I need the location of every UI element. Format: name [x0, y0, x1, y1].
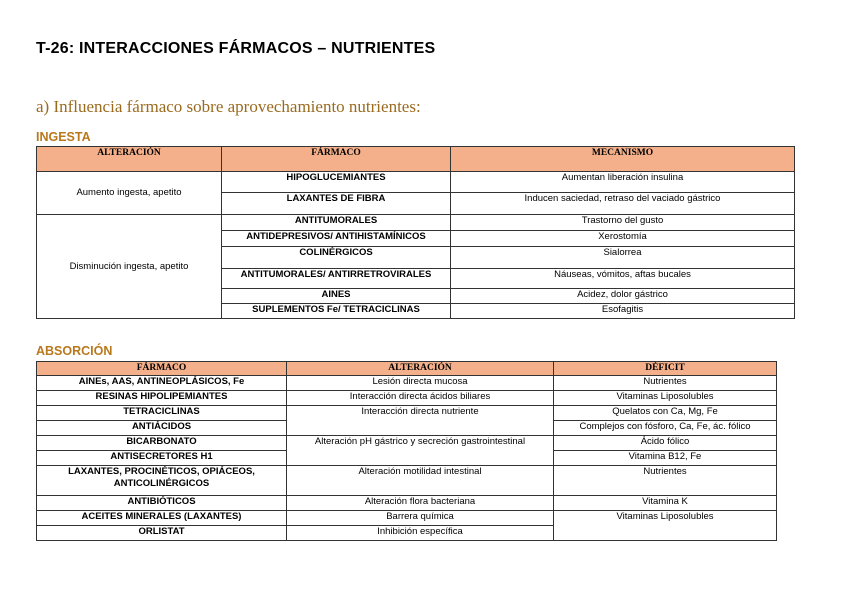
mechanism-cell: Aumentan liberación insulina — [451, 172, 795, 193]
mechanism-cell: Acidez, dolor gástrico — [451, 289, 795, 304]
drug-cell: ACEITES MINERALES (LAXANTES) — [37, 511, 287, 526]
header-alteracion: ALTERACIÓN — [287, 362, 554, 376]
deficit-cell: Quelatos con Ca, Mg, Fe — [554, 406, 777, 421]
drug-cell: ANTIBIÓTICOS — [37, 496, 287, 511]
absorcion-heading: ABSORCIÓN — [36, 344, 113, 358]
header-deficit: DÉFICIT — [554, 362, 777, 376]
alteration-cell: Aumento ingesta, apetito — [37, 172, 222, 215]
table-row — [37, 406, 777, 421]
table-header-row — [37, 147, 795, 172]
header-alteracion: ALTERACIÓN — [37, 147, 222, 172]
drug-cell: ORLISTAT — [37, 526, 287, 541]
mechanism-cell: Trastorno del gusto — [451, 215, 795, 231]
mechanism-cell: Esofagitis — [451, 304, 795, 319]
mechanism-cell: Sialorrea — [451, 247, 795, 269]
ingesta-table — [36, 146, 795, 319]
drug-cell: TETRACICLINAS — [37, 406, 287, 421]
mechanism-cell: Xerostomía — [451, 231, 795, 247]
section-heading: a) Influencia fármaco sobre aprovechamiento nutrientes: — [36, 97, 421, 116]
deficit-cell: Vitamina B12, Fe — [554, 451, 777, 466]
absorcion-table — [36, 361, 777, 541]
table-row — [37, 511, 777, 526]
header-mecanismo: MECANISMO — [451, 147, 795, 172]
table-row — [37, 496, 777, 511]
alteration-cell: Lesión directa mucosa — [287, 376, 554, 391]
drug-cell: ANTIDEPRESIVOS/ ANTIHISTAMÍNICOS — [222, 231, 451, 247]
table-row — [37, 466, 777, 496]
alteration-cell: Barrera química — [287, 511, 554, 526]
alteration-cell: Disminución ingesta, apetito — [37, 215, 222, 319]
deficit-cell: Nutrientes — [554, 376, 777, 391]
page-title: T-26: INTERACCIONES FÁRMACOS – NUTRIENTES — [36, 40, 436, 57]
alteration-cell: Alteración pH gástrico y secreción gastrointestinal — [287, 436, 554, 466]
drug-cell: LAXANTES, PROCINÉTICOS, OPIÁCEOS, ANTICOLINÉRGICOS — [37, 466, 287, 496]
drug-cell: AINEs, AAS, ANTINEOPLÁSICOS, Fe — [37, 376, 287, 391]
drug-cell: HIPOGLUCEMIANTES — [222, 172, 451, 193]
mechanism-cell: Inducen saciedad, retraso del vaciado gástrico — [451, 193, 795, 215]
alteration-cell: Interacción directa ácidos biliares — [287, 391, 554, 406]
table-row — [37, 215, 795, 231]
drug-cell: BICARBONATO — [37, 436, 287, 451]
alteration-cell: Alteración flora bacteriana — [287, 496, 554, 511]
drug-cell: SUPLEMENTOS Fe/ TETRACICLINAS — [222, 304, 451, 319]
deficit-cell: Vitaminas Liposolubles — [554, 391, 777, 406]
alteration-cell: Alteración motilidad intestinal — [287, 466, 554, 496]
drug-cell: AINES — [222, 289, 451, 304]
alteration-cell: Interacción directa nutriente — [287, 406, 554, 436]
header-farmaco: FÁRMACO — [222, 147, 451, 172]
table-row — [37, 172, 795, 193]
deficit-cell: Vitamina K — [554, 496, 777, 511]
drug-cell: RESINAS HIPOLIPEMIANTES — [37, 391, 287, 406]
deficit-cell: Ácido fólico — [554, 436, 777, 451]
alteration-cell: Inhibición específica — [287, 526, 554, 541]
drug-cell: ANTITUMORALES — [222, 215, 451, 231]
table-header-row — [37, 362, 777, 376]
table-row — [37, 391, 777, 406]
drug-cell: ANTIÁCIDOS — [37, 421, 287, 436]
deficit-cell: Vitaminas Liposolubles — [554, 511, 777, 541]
table-row — [37, 436, 777, 451]
header-farmaco: FÁRMACO — [37, 362, 287, 376]
deficit-cell: Nutrientes — [554, 466, 777, 496]
drug-cell: LAXANTES DE FIBRA — [222, 193, 451, 215]
drug-cell: ANTITUMORALES/ ANTIRRETROVIRALES — [222, 269, 451, 289]
drug-cell: ANTISECRETORES H1 — [37, 451, 287, 466]
deficit-cell: Complejos con fósforo, Ca, Fe, ác. fólico — [554, 421, 777, 436]
table-row — [37, 376, 777, 391]
mechanism-cell: Náuseas, vómitos, aftas bucales — [451, 269, 795, 289]
drug-cell: COLINÉRGICOS — [222, 247, 451, 269]
ingesta-heading: INGESTA — [36, 130, 91, 144]
